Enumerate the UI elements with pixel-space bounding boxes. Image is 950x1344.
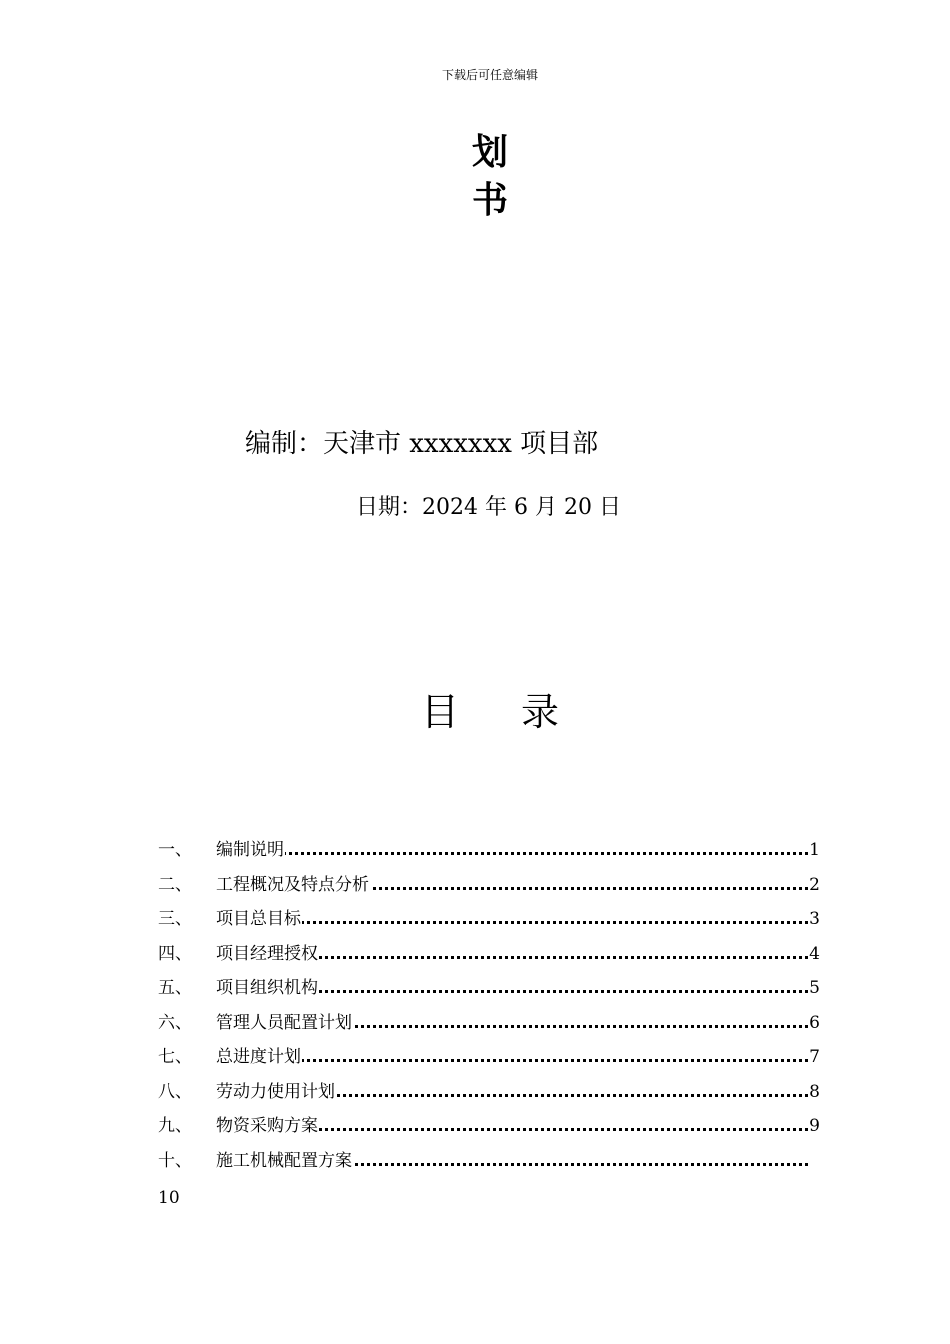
toc-leader-dots: [216, 852, 808, 855]
toc-item[interactable]: [158, 1009, 820, 1044]
toc-page-number: 8: [809, 1081, 820, 1102]
toc-number: 六、: [158, 1012, 192, 1033]
toc-label: 劳动力使用计划: [216, 1078, 336, 1106]
toc-number: 一、: [158, 840, 192, 860]
title-char: 划: [471, 131, 508, 173]
toc-leader-dots: [216, 921, 808, 924]
toc-number: 五、: [158, 978, 192, 998]
toc-label: 工程概况及特点分析: [216, 871, 370, 899]
header-note: 下载后可任意编辑: [441, 68, 538, 82]
toc-number: 二、: [158, 874, 192, 895]
toc-label: 施工机械配置方案: [216, 1147, 353, 1175]
toc-page-number: 1: [809, 840, 820, 860]
toc-label: 总进度计划: [216, 1043, 302, 1071]
toc-number: 九、: [158, 1116, 192, 1136]
toc-item[interactable]: [158, 836, 820, 871]
toc-item[interactable]: [158, 905, 820, 940]
toc-number: 十、: [158, 1150, 192, 1171]
toc-item[interactable]: [158, 1043, 820, 1078]
toc-item[interactable]: [158, 940, 820, 975]
toc-list: [158, 836, 820, 1181]
toc-page-number: 2: [809, 874, 820, 895]
toc-page-number: 7: [809, 1047, 820, 1067]
toc-item[interactable]: [158, 1112, 820, 1147]
toc-item[interactable]: [158, 974, 820, 1009]
toc-title: 目录: [420, 690, 621, 734]
toc-number: 三、: [158, 909, 192, 929]
toc-page-number: 3: [809, 909, 820, 929]
toc-page-number: 9: [809, 1116, 820, 1136]
toc-item[interactable]: [158, 1078, 820, 1113]
toc-label: 项目组织机构: [216, 974, 319, 1002]
toc-label: 编制说明: [216, 836, 285, 864]
toc-leader-dots: [216, 1059, 808, 1062]
toc-label: 物资采购方案: [216, 1112, 319, 1140]
date-line: 日期：2024 年 6 月 20 日: [356, 495, 621, 520]
toc-item[interactable]: [158, 1147, 820, 1182]
toc-number: 七、: [158, 1047, 192, 1067]
toc-item[interactable]: [158, 871, 820, 906]
toc-page-number: 5: [809, 978, 820, 998]
toc-page-number: 6: [809, 1012, 820, 1033]
toc-label: 项目总目标: [216, 905, 302, 933]
toc-number: 八、: [158, 1081, 192, 1102]
toc-label: 管理人员配置计划: [216, 1009, 353, 1037]
toc-overflow-page-number: 10: [158, 1188, 180, 1208]
toc-number: 四、: [158, 943, 192, 964]
toc-label: 项目经理授权: [216, 940, 319, 968]
toc-page-number: 4: [809, 943, 820, 964]
compiler-line: 编制：天津市 xxxxxxx 项目部: [245, 429, 599, 459]
title-char: 书: [471, 179, 508, 221]
